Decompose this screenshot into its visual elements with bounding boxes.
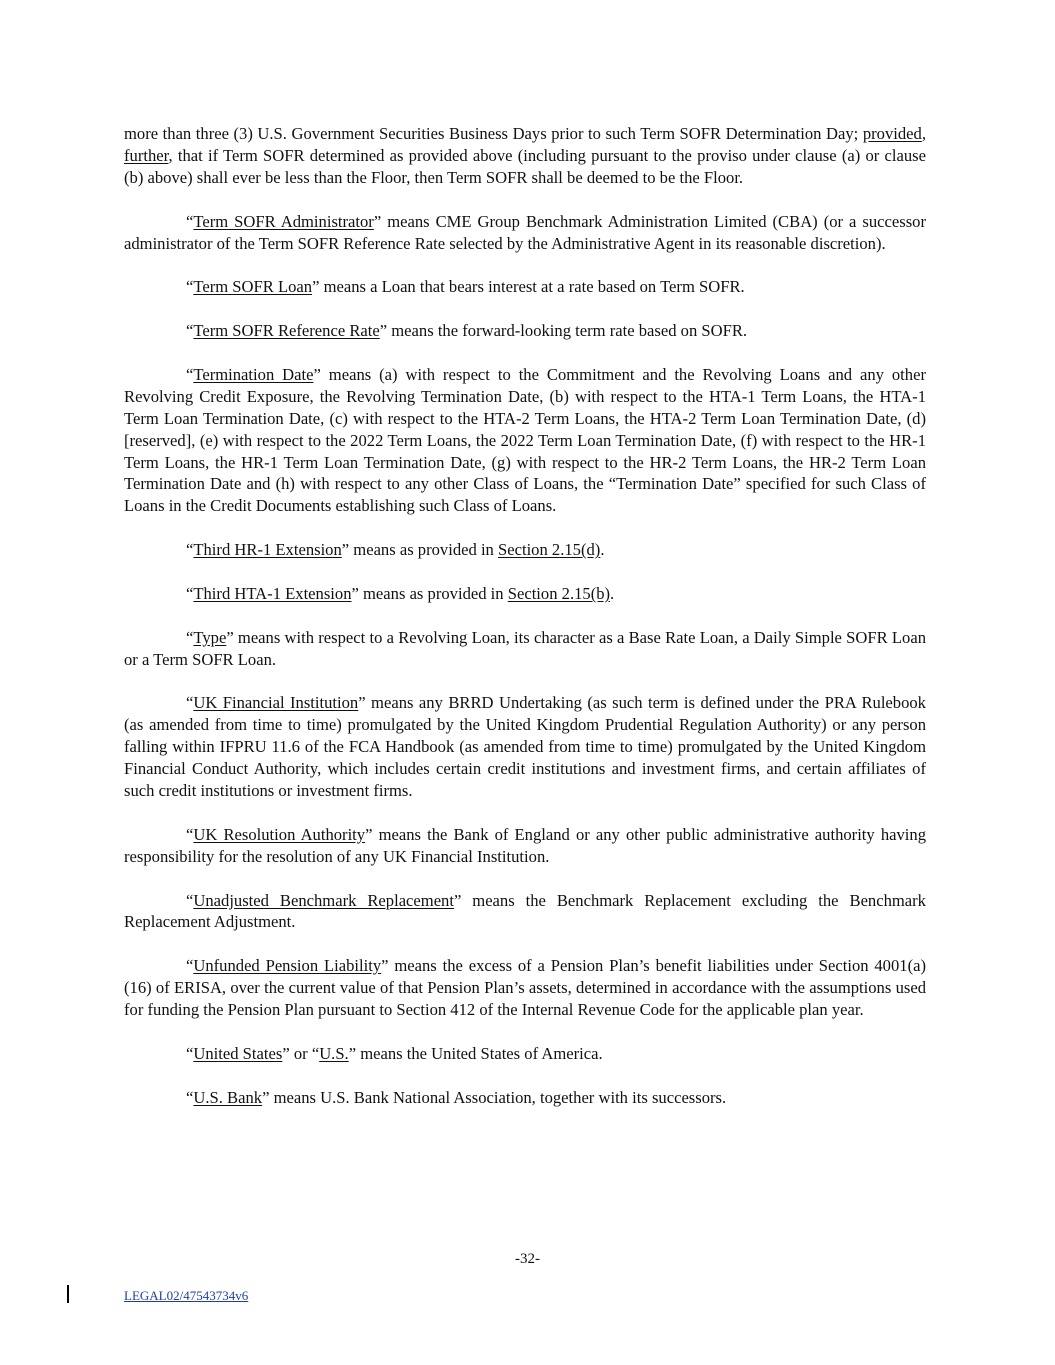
defined-term: Unfunded Pension Liability	[193, 956, 382, 976]
change-bar	[67, 1285, 69, 1303]
text-segment: ” means the forward-looking term rate based on SOFR.	[379, 321, 748, 341]
defined-term: Term SOFR Reference Rate	[193, 321, 380, 341]
text-segment: “	[186, 540, 194, 560]
text-segment: “	[186, 583, 194, 603]
page-number: -32-	[515, 1251, 540, 1267]
text-segment: ” means CME Group Benchmark Administration Limited (CBA) (or a successor administrator of the Term SOFR Reference Rate selected by the Administrative Agent in its reasonable discretion).	[124, 211, 926, 253]
definition-paragraph	[124, 955, 926, 1021]
text-segment: “	[186, 890, 194, 910]
definition-paragraph	[124, 539, 926, 561]
text-segment: more than three (3) U.S. Government Securities Business Days prior to such Term SOFR Determination Day;	[124, 124, 863, 143]
defined-term: U.S.	[319, 1043, 349, 1063]
text-segment: “	[186, 321, 194, 341]
defined-term: Third HTA-1 Extension	[193, 583, 352, 603]
definition-paragraph	[124, 320, 926, 342]
text-segment: ” means with respect to a Revolving Loan, its character as a Base Rate Loan, a Daily Simple SOFR Loan or a Term SOFR Loan.	[124, 627, 926, 669]
defined-term: Section 2.15(d)	[498, 540, 601, 560]
definition-paragraph	[124, 276, 926, 298]
definition-paragraph	[124, 211, 926, 255]
defined-term: Unadjusted Benchmark Replacement	[193, 890, 454, 910]
defined-term: Type	[193, 627, 227, 647]
document-id: LEGAL02/47543734v6	[124, 1288, 249, 1303]
defined-term: U.S. Bank	[193, 1087, 263, 1107]
text-segment: ” means the United States of America.	[348, 1043, 603, 1063]
defined-term: Term SOFR Administrator	[193, 211, 374, 231]
text-segment: “	[186, 693, 194, 713]
text-segment: ” means (a) with respect to the Commitment and the Revolving Loans and any other Revolving Credit Exposure, the Revolving Termination Date, (b) with respect to the HTA-1 Term Loans, the HTA-1 Term Loan Termination Date, (c) with respect to the HTA-2 Term Loans, the HTA-2 Term Loan Termination Date, (d) [reserved], (e) with respect to the 2022 Term Loans, the 2022 Term Loan Termination Date, (f) with respect to the HR-1 Term Loans, the HR-1 Term Loan Termination Date, (g) with respect to the HR-2 Term Loans, the HR-2 Term Loan Termination Date and (h) with respect to any other Class of Loans, the “Termination Date” specified for such Class of Loans in the Credit Documents establishing such Class of Loans.	[124, 364, 926, 516]
defined-term: Third HR-1 Extension	[193, 540, 342, 560]
definition-paragraph	[124, 824, 926, 868]
defined-term: Section 2.15(b)	[507, 583, 611, 603]
document-body	[124, 123, 926, 1130]
text-segment: ” means as provided in	[341, 540, 498, 560]
text-segment: “	[186, 364, 194, 384]
text-segment: ” means as provided in	[351, 583, 508, 603]
text-segment: ” means U.S. Bank National Association, together with its successors.	[262, 1087, 727, 1107]
defined-term: further	[124, 145, 169, 165]
definition-paragraph	[124, 890, 926, 934]
text-segment: .	[610, 583, 615, 603]
definition-paragraph	[124, 1043, 926, 1065]
text-segment: ” means a Loan that bears interest at a rate based on Term SOFR.	[312, 277, 745, 297]
definition-paragraph	[124, 1087, 926, 1109]
text-segment: .	[600, 540, 605, 560]
defined-term: UK Resolution Authority	[193, 824, 366, 844]
text-segment: “	[186, 627, 194, 647]
defined-term: Termination Date	[193, 364, 314, 384]
text-segment: ” means the Bank of England or any other public administrative authority having responsibility for the resolution of any UK Financial Institution.	[124, 824, 926, 866]
definition-paragraph	[124, 364, 926, 517]
text-segment: , that if Term SOFR determined as provided above (including pursuant to the proviso under clause (a) or clause (b) above) shall ever be less than the Floor, then Term SOFR shall be deemed to be the Floor.	[124, 145, 926, 187]
text-segment: “	[186, 277, 194, 297]
text-segment: ” means the excess of a Pension Plan’s benefit liabilities under Section 4001(a)(16) of ERISA, over the current value of that Pension Plan’s assets, determined in accordance with the assumptions used for funding the Pension Plan pursuant to Section 412 of the Internal Revenue Code for the applicable plan year.	[124, 956, 926, 1020]
definition-paragraph	[124, 583, 926, 605]
definition-paragraph	[124, 123, 926, 189]
text-segment: ” means the Benchmark Replacement excluding the Benchmark Replacement Adjustment.	[124, 890, 926, 932]
definition-paragraph	[124, 692, 926, 802]
definition-paragraph	[124, 627, 926, 671]
text-segment: “	[186, 1043, 194, 1063]
defined-term: Term SOFR Loan	[193, 277, 313, 297]
text-segment: “	[186, 1087, 194, 1107]
text-segment: ” or “	[282, 1043, 320, 1063]
defined-term: UK Financial Institution	[193, 693, 359, 713]
text-segment: ,	[921, 124, 926, 143]
text-segment: ” means any BRRD Undertaking (as such term is defined under the PRA Rulebook (as amended from time to time) promulgated by the United Kingdom Prudential Regulation Authority) or any person falling within IFPRU 11.6 of the FCA Handbook (as amended from time to time) promulgated by the United Kingdom Financial Conduct Authority, which includes certain credit institutions and investment firms, and certain affiliates of such credit institutions or investment firms.	[124, 693, 926, 801]
text-segment: “	[186, 824, 194, 844]
text-segment: “	[186, 956, 194, 976]
defined-term: provided	[862, 124, 922, 143]
text-segment: “	[186, 211, 194, 231]
defined-term: United States	[193, 1043, 283, 1063]
